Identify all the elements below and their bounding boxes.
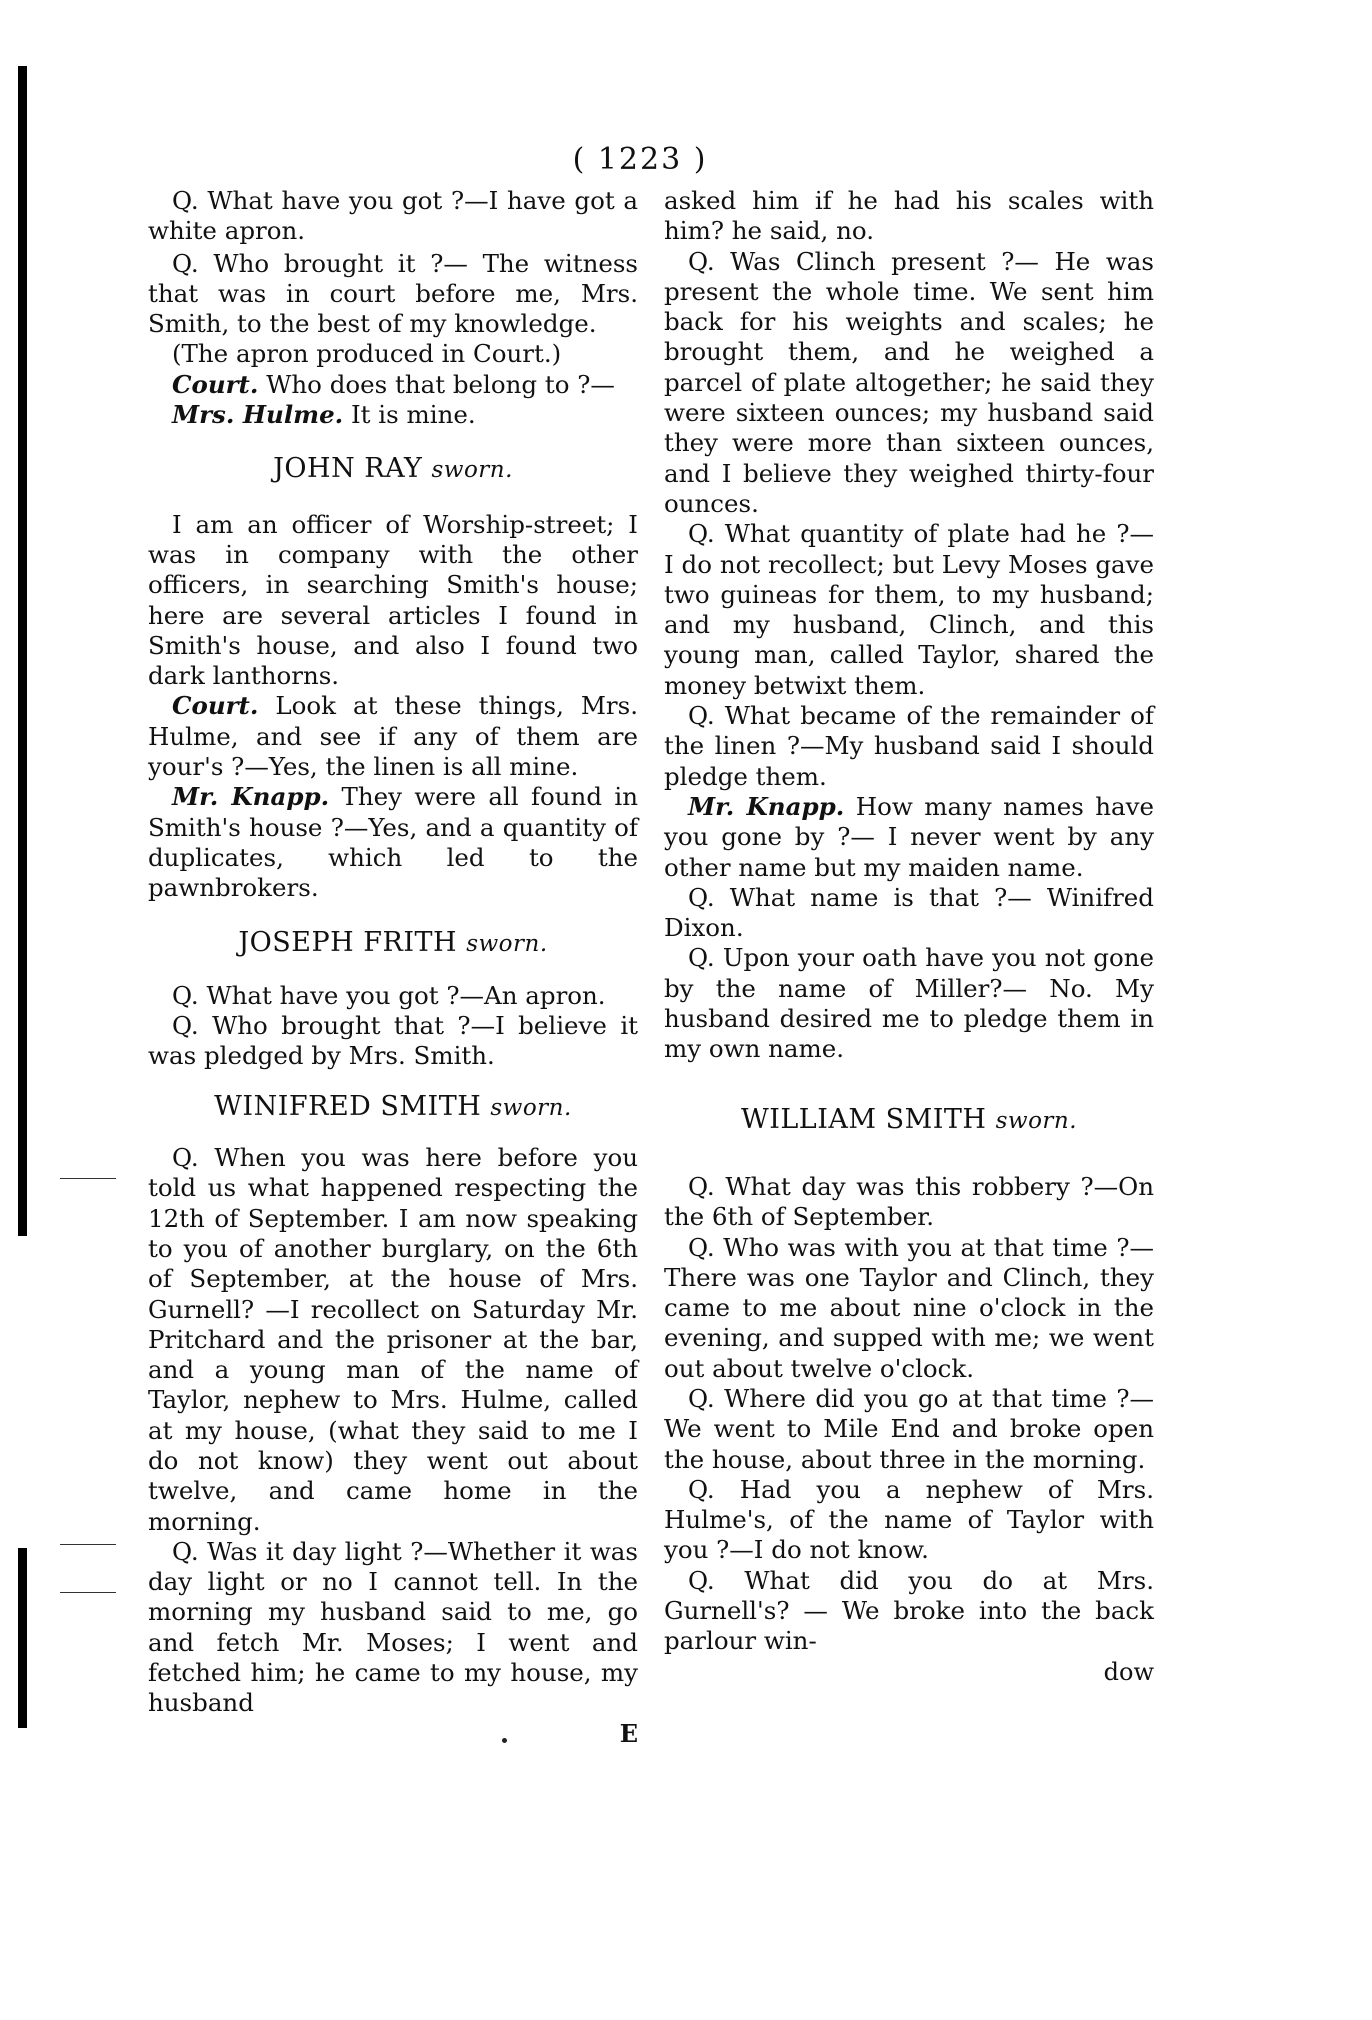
paragraph-text: How many names have you gone by ?— I never went by any other name but my maiden name. — [664, 791, 1154, 882]
paragraph — [148, 370, 638, 400]
paragraph: Q. Upon your oath have you not gone by the name of Miller?— No. My husband desired me to pledge them in my own name. — [664, 943, 1154, 1064]
sworn-label: sworn. — [995, 1107, 1078, 1134]
sworn-label: sworn. — [490, 1094, 572, 1121]
page-number: ( 1223 ) — [572, 142, 708, 177]
paragraph-text: They were all found in Smith's house ?—Yes, and a quantity of duplicates, which led to the pawnbrokers. — [148, 782, 638, 903]
witness-name: JOHN RAY — [273, 453, 423, 485]
paragraph: Q. What have you got ?—I have got a white apron. — [148, 186, 638, 246]
paragraph: asked him if he had his scales with him? he said, no. — [664, 186, 1154, 246]
paragraph — [148, 691, 638, 782]
witness-name: JOSEPH FRITH — [238, 926, 458, 958]
speaker-label: Mr. Knapp. — [688, 791, 845, 821]
paragraph: Q. What have you got ?—An apron. — [172, 980, 606, 1010]
margin-rule — [60, 1544, 116, 1545]
paragraph: Q. What did you do at Mrs. Gurnell's? — We broke into the back parlour win- — [664, 1565, 1154, 1656]
paragraph: Q. Who brought it ?— The witness that was in court before me, Mrs. Smith, to the best of my knowledge. — [148, 248, 638, 339]
paragraph: Q. What became of the remainder of the linen ?—My husband said I should pledge them. — [664, 701, 1154, 791]
witness-name: WINIFRED SMITH — [214, 1090, 482, 1122]
paragraph-text: Who does that belong to ?— — [266, 369, 615, 399]
paragraph: Q. What day was this robbery ?—On the 6th of September. — [664, 1171, 1154, 1232]
speaker-label: Mrs. Hulme. — [172, 400, 344, 430]
margin-rule — [60, 1592, 116, 1593]
paragraph: Q. When you was here before you told us what happened respecting the 12th of September. I am now speaking to you of another burglary, on the 6th of September, at the house of Mrs. Gurnell? —I recollect on Saturday Mr. Pritchard and the prisoner at the bar, and a young man of the name of Taylor, nephew to Mrs. Hulme, called at my house, (what they said to me I do not know) they went out about twelve, and came home in the morning. — [148, 1143, 638, 1536]
paragraph — [664, 792, 1154, 883]
paragraph: Q. Who was with you at that time ?— There was one Taylor and Clinch, they came to me about nine o'clock in the evening, and supped with me; we went out about twelve o'clock. — [664, 1232, 1154, 1383]
paragraph: Q. Who brought that ?—I believe it was pledged by Mrs. Smith. — [148, 1011, 638, 1071]
speaker-label: Court. — [172, 691, 259, 721]
binding-edge-bar-top — [18, 66, 27, 1236]
witness-heading — [664, 1105, 1154, 1136]
catchword: dow — [1103, 1657, 1154, 1686]
paragraph: Q. Was Clinch present ?— He was present the whole time. We sent him back for his weights and scales; he brought them, and he weighed a parcel of plate altogether; he said they were sixteen ounces; my husband said they were more than sixteen ounces, and I believe they weighed thirty-four ounces. — [664, 246, 1154, 518]
speaker-label: Mr. Knapp. — [172, 782, 330, 812]
right-column — [664, 186, 1154, 1687]
witness-name: WILLIAM SMITH — [740, 1103, 987, 1135]
paragraph: I am an officer of Worship-street; I was in company with the other officers, in searching Smith's house; here are several articles I found in Smith's house, and also I found two dark lanthorns. — [148, 509, 638, 691]
witness-heading — [148, 928, 638, 959]
sworn-label: sworn. — [431, 457, 513, 484]
left-column — [148, 186, 638, 1749]
margin-rule — [60, 1178, 116, 1179]
paragraph — [148, 400, 638, 430]
paragraph: Q. Had you a nephew of Mrs. Hulme's, of the name of Taylor with you ?—I do not know. — [664, 1474, 1154, 1565]
paragraph: (The apron produced in Court.) — [172, 339, 562, 369]
sworn-label: sworn. — [466, 930, 548, 957]
paragraph-text: It is mine. — [351, 400, 476, 430]
paragraph: Q. What quantity of plate had he ?— I do not recollect; but Levy Moses gave two guineas for them, to my husband; and my husband, Clinch, and this young man, called Taylor, shared the money betwixt them. — [664, 519, 1154, 700]
paragraph: Q. Was it day light ?—Whether it was day light or no I cannot tell. In the morning my husband said to me, go and fetch Mr. Moses; I went and fetched him; he came to my house, my husband — [148, 1536, 638, 1718]
paragraph — [148, 782, 638, 903]
binding-edge-bar-bottom — [18, 1548, 27, 1728]
paragraph-text: Look at these things, Mrs. Hulme, and see if any of them are your's ?—Yes, the linen is all mine. — [148, 691, 639, 782]
speaker-label: Court. — [172, 369, 259, 399]
catchword: E — [619, 1718, 638, 1748]
paragraph: Q. What name is that ?— Winifred Dixon. — [664, 882, 1154, 943]
ink-speck — [502, 1738, 507, 1743]
paragraph: Q. Where did you go at that time ?— We went to Mile End and broke open the house, about three in the morning. — [664, 1383, 1154, 1474]
witness-heading — [148, 454, 638, 485]
witness-heading — [148, 1092, 638, 1123]
